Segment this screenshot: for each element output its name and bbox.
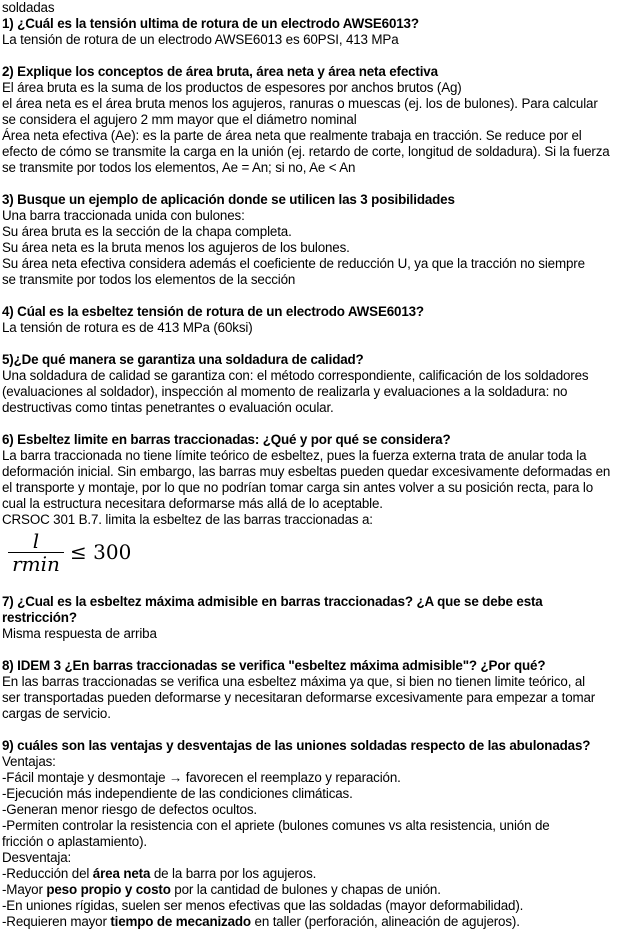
disadvantage-text: de la barra por los agujeros. xyxy=(150,866,317,881)
slenderness-formula xyxy=(8,528,623,576)
q8-line: cargas de servicio. xyxy=(2,706,111,721)
q3-line: Una barra traccionada unida con bulones: xyxy=(2,208,245,223)
q6-line: CRSOC 301 B.7. limita la esbeltez de las barras traccionadas a: xyxy=(2,512,373,527)
q7-question: 7) ¿Cual es la esbeltez máxima admisible en barras traccionadas? ¿A que se debe esta xyxy=(2,594,543,609)
advantage-item: -Generan menor riesgo de defectos ocultos. xyxy=(2,802,257,817)
q4-question: 4) Cúal es la esbeltez tensión de rotura de un electrodo AWSE6013? xyxy=(2,304,424,319)
q7-question: restricción? xyxy=(2,610,77,625)
disadvantage-text: -Reducción del xyxy=(2,866,93,881)
disadvantage-emphasis: peso propio y costo xyxy=(46,882,171,897)
q9-question: 9) cuáles son las ventajas y desventajas de las uniones soldadas respecto de las abulonadas? xyxy=(2,738,591,753)
q1-question: 1) ¿Cuál es la tensión ultima de rotura de un electrodo AWSE6013? xyxy=(2,16,419,31)
advantage-item: -Permiten controlar la resistencia con el apriete (bulones comunes vs alta resistencia, unión de xyxy=(2,818,550,833)
advantage-item: -Ejecución más independiente de las condiciones climáticas. xyxy=(2,786,353,801)
q2-line: efecto de cómo se transmite la carga en la unión (ej. retardo de corte, longitud de soldadura). Si la fuerza xyxy=(2,144,610,159)
advantages-heading: Ventajas: xyxy=(2,754,56,769)
q2-line: el área neta es el área bruta menos los agujeros, ranuras o muescas (ej. los de bulones). Para calcular xyxy=(2,96,598,111)
q2-line: se considera el agujero 2 mm mayor que el diámetro nominal xyxy=(2,112,357,127)
q6-line: deformación inicial. Sin embargo, las barras muy esbeltas pueden quedar excesivamente deformadas en xyxy=(2,464,611,479)
advantage-item: -Fácil montaje y desmontaje → favorecen el reemplazo y reparación. xyxy=(2,770,401,785)
q6-line: La barra traccionada no tiene límite teórico de esbeltez, pues la fuerza externa trata de anular toda la xyxy=(2,448,587,463)
q2-line: El área bruta es la suma de los productos de espesores por anchos brutos (Ag) xyxy=(2,80,462,95)
q5-line: (evaluaciones al soldador), inspección al momento de realizarla y evaluaciones a la soldadura: no xyxy=(2,384,568,399)
q8-question: 8) IDEM 3 ¿En barras traccionadas se verifica "esbeltez máxima admisible"? ¿Por qué? xyxy=(2,658,546,673)
disadvantage-text: -Requieren mayor xyxy=(2,914,111,929)
disadvantage-text: en taller (perforación, alineación de agujeros). xyxy=(250,914,520,929)
q3-question: 3) Busque un ejemplo de aplicación donde se utilicen las 3 posibilidades xyxy=(2,192,455,207)
disadvantage-emphasis: área neta xyxy=(92,866,151,881)
q3-line: Su área neta es la bruta menos los agujeros de los bulones. xyxy=(2,240,350,255)
advantage-item: fricción o aplastamiento). xyxy=(2,834,147,849)
q2-line: se transmite por todos los elementos, Ae = An; si no, Ae < An xyxy=(2,160,356,175)
disadvantages-heading: Desventaja: xyxy=(2,850,72,865)
formula-relation: ≤ 300 xyxy=(70,540,132,564)
q2-question: 2) Explique los conceptos de área bruta, área neta y área neta efectiva xyxy=(2,64,438,79)
q8-line: ser transportadas pueden deformarse y necesitaran deformarse excesivamente para empezar a tomar xyxy=(2,690,596,705)
disadvantage-text: -En uniones rígidas, suelen ser menos efectivas que las soldadas (mayor deformabilidad). xyxy=(2,898,524,913)
formula-fraction xyxy=(8,530,64,575)
q1-answer: La tensión de rotura de un electrodo AWSE6013 es 60PSI, 413 MPa xyxy=(2,32,399,47)
q5-line: Una soldadura de calidad se garantiza con: el método correspondiente, calificación de los soldadores xyxy=(2,368,589,383)
formula-numerator: l xyxy=(32,528,40,553)
disadvantage-item xyxy=(2,882,623,898)
q6-line: el transporte y montaje, por lo que no podrían tomar carga sin antes volver a su posición recta, para lo xyxy=(2,480,594,495)
q3-line: Su área neta efectiva considera además el coeficiente de reducción U, ya que la tracción no siempre xyxy=(2,256,585,271)
disadvantage-emphasis: tiempo de mecanizado xyxy=(110,914,251,929)
formula-denominator: rmin xyxy=(12,551,60,576)
q6-line: cual la estructura necesitara deformarse más allá de lo aceptable. xyxy=(2,496,383,511)
top-fragment: soldadas xyxy=(2,0,55,15)
disadvantage-item xyxy=(2,866,623,882)
q7-answer: Misma respuesta de arriba xyxy=(2,626,157,641)
disadvantage-text: por la cantidad de bulones y chapas de unión. xyxy=(170,882,441,897)
q5-line: destructivas como tintas penetrantes o evaluación ocular. xyxy=(2,400,334,415)
disadvantage-text: -Mayor xyxy=(2,882,47,897)
q8-line: En las barras traccionadas se verifica una esbeltez máxima ya que, si bien no tienen limite teórico, al xyxy=(2,674,585,689)
disadvantage-item xyxy=(2,898,623,914)
q5-question: 5)¿De qué manera se garantiza una soldadura de calidad? xyxy=(2,352,364,367)
q4-answer: La tensión de rotura es de 413 MPa (60ksi) xyxy=(2,320,253,335)
disadvantage-item xyxy=(2,914,623,930)
q3-line: se transmite por todos los elementos de la sección xyxy=(2,272,296,287)
q3-line: Su área bruta es la sección de la chapa completa. xyxy=(2,224,292,239)
q2-line: Área neta efectiva (Ae): es la parte de área neta que realmente trabaja en tracción. Se reduce por el xyxy=(2,128,582,143)
q6-question: 6) Esbeltez limite en barras traccionadas: ¿Qué y por qué se considera? xyxy=(2,432,451,447)
